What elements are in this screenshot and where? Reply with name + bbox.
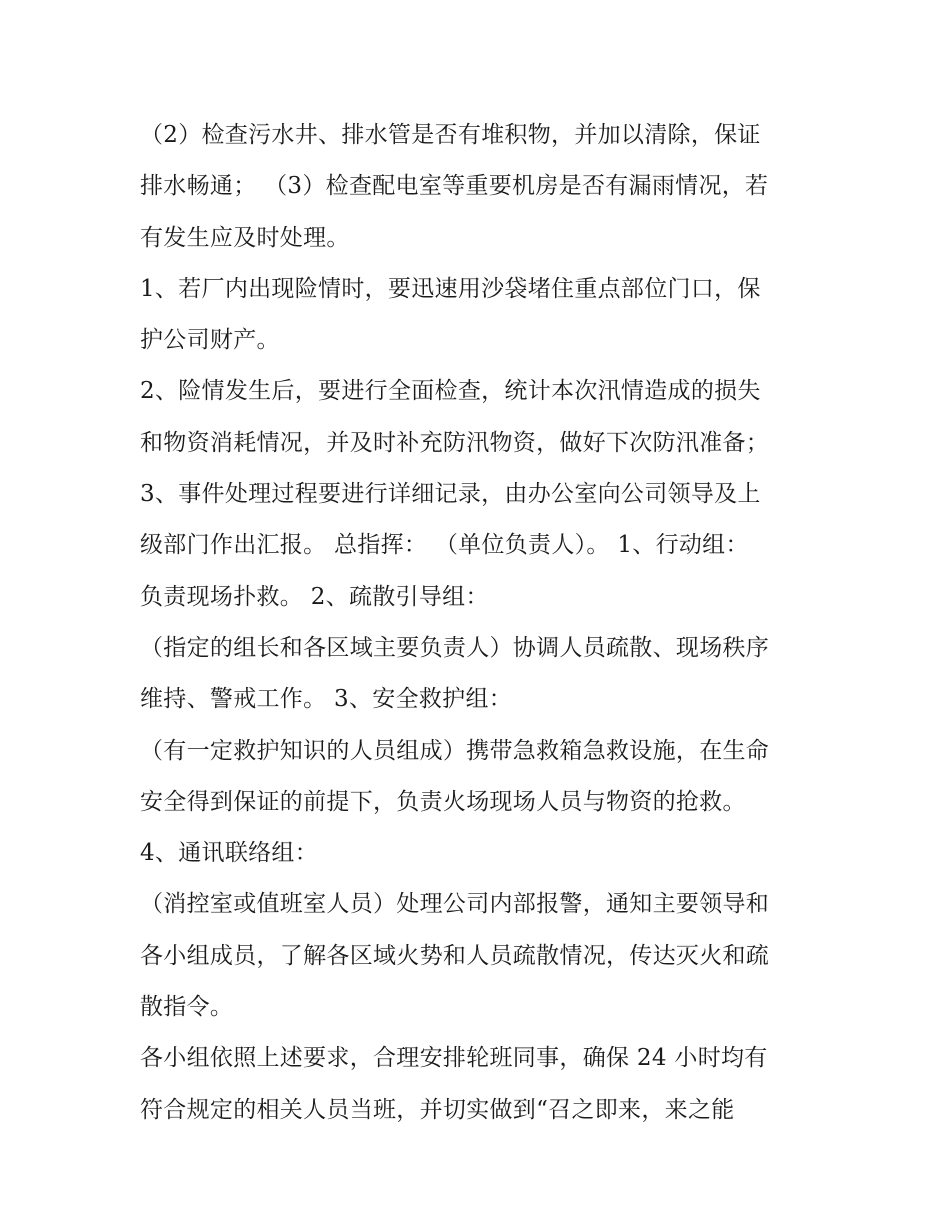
text-line: 负责现场扑救。 2、疏散引导组： [140,583,489,610]
text-line: 各小组依照上述要求，合理安排轮班同事，确保 24 小时均有 [140,1045,768,1072]
text-line: （指定的组长和各区域主要负责人）协调人员疏散、现场秩序 [140,634,770,661]
text-line: 3、事件处理过程要进行详细记录，由办公室向公司领导及上 [140,481,761,508]
text-line: 排水畅通； （3）检查配电室等重要机房是否有漏雨情况，若 [140,173,769,200]
text-line: 各小组成员，了解各区域火势和人员疏散情况，传达灭火和疏 [140,942,770,969]
text-line: 2、险情发生后，要进行全面检查，统计本次汛情造成的损失 [140,378,761,405]
text-line: （2）检查污水井、排水管是否有堆积物，并加以清除，保证 [140,122,761,148]
text-line: 4、通讯联络组： [140,840,319,867]
text-line: 维持、警戒工作。 3、安全救护组： [140,686,513,713]
text-line: 和物资消耗情况，并及时补充防汛物资，做好下次防汛准备； [140,429,770,456]
text-line: 符合规定的相关人员当班，并切实做到“召之即来，来之能 [140,1096,735,1123]
body-text [140,110,830,1136]
text-line: （有一定救护知识的人员组成）携带急救箱急救设施，在生命 [140,737,770,764]
text-line: 1、若厂内出现险情时，要迅速用沙袋堵住重点部位门口，保 [140,275,761,302]
text-line: 散指令。 [140,994,234,1021]
text-line: 有发生应及时处理。 [140,224,350,251]
text-line: 安全得到保证的前提下，负责火场现场人员与物资的抢救。 [140,788,746,815]
text-line: 护公司财产。 [140,327,280,354]
text-line: （消控室或值班室人员）处理公司内部报警，通知主要领导和 [140,891,770,918]
text-line: 级部门作出汇报。 总指挥： （单位负责人）。 1、行动组： [140,532,749,559]
